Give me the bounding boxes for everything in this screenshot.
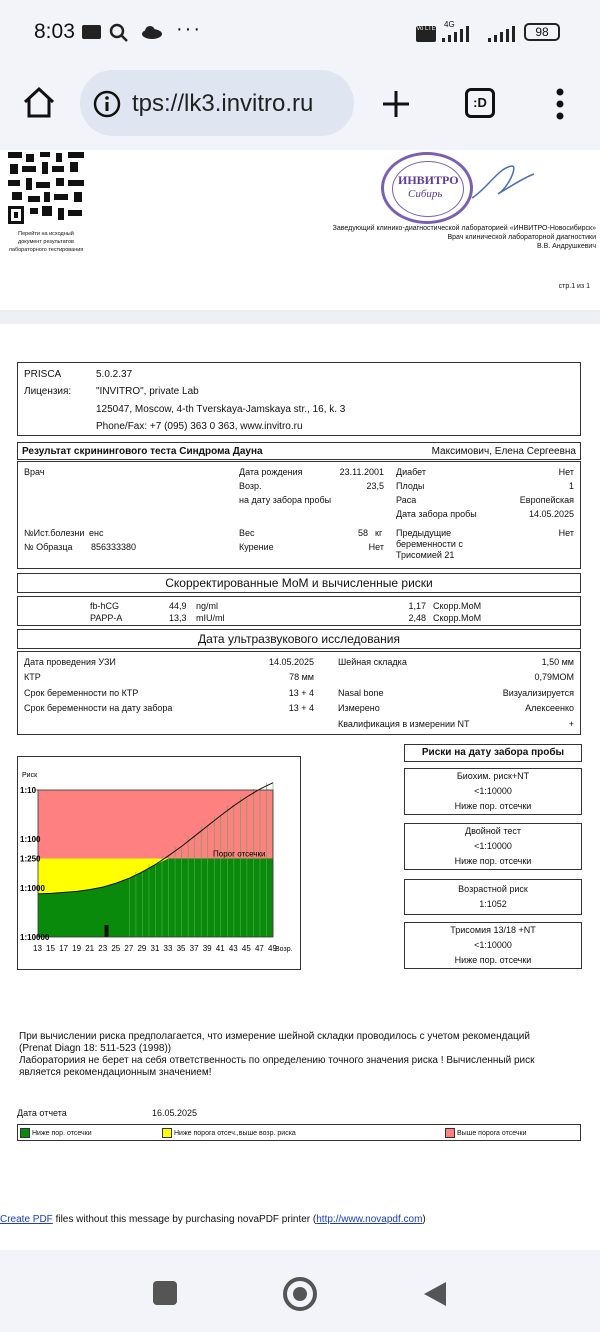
patient-marker	[105, 925, 109, 937]
us-label: Измерено	[338, 703, 380, 713]
message-icon	[82, 25, 101, 39]
x-tick-label: 21	[85, 944, 95, 953]
prisca-label: PRISCA	[24, 369, 62, 380]
note-line: является рекомендационным значением!	[19, 1067, 212, 1078]
network-type: 4G	[444, 20, 455, 29]
birth-date: 23.11.2001	[339, 467, 384, 477]
qr-caption-line: документ результатов	[18, 239, 74, 245]
x-tick-label: 45	[241, 944, 251, 953]
y-tick-label: 1:100	[20, 835, 41, 844]
legend-label: Выше порога отсечки	[457, 1130, 527, 1137]
status-bar	[0, 0, 600, 62]
us-value: +	[568, 719, 574, 729]
mom-mom: 1,17	[408, 601, 426, 611]
signal-icon-2	[486, 24, 522, 44]
mom-name: PAPP-A	[90, 613, 123, 623]
us-value: 14.05.2025	[268, 657, 314, 667]
prev-label: беременности с	[396, 539, 463, 549]
license-line: Phone/Fax: +7 (095) 363 0 363, www.invitro.ru	[96, 421, 303, 432]
age-label: Возр.	[239, 481, 262, 491]
create-pdf-link[interactable]: Create PDF	[0, 1214, 53, 1225]
us-value: Алексеенко	[525, 703, 574, 713]
footer-end: )	[422, 1214, 426, 1225]
chart-title: Риск	[22, 772, 38, 779]
risk-note: Ниже пор. отсечки	[454, 856, 532, 866]
x-tick-label: 47	[254, 944, 264, 953]
x-tick-label: 33	[163, 944, 173, 953]
legend-swatch-red	[445, 1128, 455, 1138]
doctor-label: Врач	[24, 467, 45, 477]
x-tick-label: 41	[215, 944, 225, 953]
x-tick-label: 13	[33, 944, 42, 953]
x-axis-label: Возр.	[275, 946, 293, 953]
x-tick-label: 27	[124, 944, 134, 953]
recent-apps-icon[interactable]	[153, 1281, 177, 1305]
risk-box	[404, 879, 582, 915]
sample-no-label: № Образца	[24, 542, 73, 552]
x-tick-label: 37	[189, 944, 199, 953]
document-page-1	[0, 150, 600, 310]
battery-icon: 98	[524, 23, 560, 41]
x-tick-label: 39	[202, 944, 212, 953]
pdf-footer	[0, 1214, 426, 1225]
legend-label: Ниже пор. отсечки	[32, 1130, 92, 1137]
stamp-subtext: Сибирь	[408, 188, 443, 200]
x-tick-label: 49	[268, 944, 277, 953]
report-date-label: Дата отчета	[17, 1108, 67, 1118]
prev-label: Предыдущие	[396, 528, 452, 538]
qr-caption-line: лабораторного тестирования	[8, 247, 84, 253]
mom-unit: ng/ml	[196, 601, 219, 611]
search-icon	[108, 22, 130, 44]
us-label: Срок беременности по КТР	[24, 688, 139, 698]
age-sub: на дату забора пробы	[239, 495, 332, 505]
qr-code[interactable]	[6, 150, 88, 226]
us-value: 13 + 4	[288, 688, 314, 698]
home-icon[interactable]	[22, 86, 56, 120]
note-line: Лабораториия не берет на себя ответственность по определению точного значения риска ! Вычисленный риск	[19, 1055, 535, 1066]
signer-block	[333, 224, 596, 251]
weight-unit: кг	[375, 528, 383, 538]
license-line: "INVITRO", private Lab	[96, 386, 199, 397]
us-value: 1,50 мм	[541, 657, 574, 667]
cutoff-label: Порог отсечки	[213, 849, 266, 859]
risk-box	[404, 768, 582, 815]
y-tick-label: 1:250	[20, 854, 41, 864]
notes	[19, 1031, 535, 1079]
us-label: Срок беременности на дату забора	[24, 703, 173, 713]
y-tick-label: 1:10	[20, 786, 37, 795]
risk-chart-svg	[18, 757, 302, 971]
history-tail: енс	[89, 528, 104, 538]
sample-no: 856333380	[91, 542, 137, 552]
mom-title: Скорректированные МоМ и вычисленные риски	[17, 573, 581, 593]
race-label: Раса	[396, 495, 417, 505]
signer-line: В.В. Андрушкевич	[536, 243, 596, 250]
clock: 8:03	[34, 20, 75, 43]
us-label: Nasal bone	[338, 688, 384, 698]
result-title: Результат скринингового теста Синдрома Дауна	[22, 446, 263, 457]
signer-line: Заведующий клинико-диагностической лабораторией «ИНВИТРО-Новосибирск»	[332, 225, 596, 232]
legend-label: Ниже порога отсеч.,выше возр. риска	[174, 1130, 296, 1137]
sample-date: 14.05.2025	[528, 509, 574, 519]
risk-box	[404, 823, 582, 870]
risk-value: <1:10000	[474, 841, 512, 851]
patient-name: Максимович, Елена Сергеевна	[431, 446, 576, 457]
signer-line: Врач клинической лабораторной диагностики	[447, 234, 596, 241]
x-tick-label: 17	[59, 944, 69, 953]
mom-mom-label: Скорр.МоМ	[433, 613, 482, 623]
back-icon[interactable]	[422, 1280, 448, 1308]
risk-note: Ниже пор. отсечки	[454, 801, 532, 811]
x-tick-label: 29	[137, 944, 147, 953]
qr-caption	[4, 230, 88, 254]
mom-value: 44,9	[169, 601, 187, 611]
report-date: 16.05.2025	[152, 1108, 198, 1118]
risk-note: Ниже пор. отсечки	[454, 955, 532, 965]
info-icon[interactable]	[92, 89, 122, 119]
mom-value: 13,3	[169, 613, 187, 623]
menu-icon[interactable]	[550, 86, 570, 122]
us-value: 0,79МОМ	[534, 672, 574, 682]
note-line: (Prenat Diagn 18: 511-523 (1998))	[19, 1043, 172, 1054]
x-tick-label: 25	[111, 944, 121, 953]
y-tick-label: 1:1000	[20, 884, 45, 893]
volte-badge: Vo LTE	[416, 26, 436, 42]
document-page-2	[0, 324, 600, 1250]
mom-mom-label: Скорр.МоМ	[433, 601, 482, 611]
y-tick-label: 1:10000	[20, 933, 50, 942]
browser-toolbar	[0, 62, 600, 150]
us-value: 78 мм	[289, 672, 314, 682]
us-label: КТР	[24, 672, 41, 682]
ultrasound-title: Дата ультразвукового исследования	[17, 629, 581, 649]
license-line: 125047, Moscow, 4-th Tverskaya-Jamskaya str., 16, k. 3	[96, 404, 346, 415]
race-value: Европейская	[519, 495, 574, 505]
fetus-value: 1	[568, 481, 574, 491]
us-label: Шейная складка	[338, 657, 407, 667]
cloud-icon	[140, 24, 164, 40]
more-notifications-icon: ···	[176, 18, 202, 40]
mom-unit: mIU/ml	[196, 613, 225, 623]
footer-text: files without this message by purchasing novaPDF printer (	[52, 1214, 317, 1225]
license-label: Лицензия:	[24, 386, 72, 397]
birth-label: Дата рождения	[239, 467, 303, 477]
legend-swatch-green	[20, 1128, 30, 1138]
zone-above-cutoff	[38, 790, 273, 858]
risks-title: Риски на дату забора пробы	[404, 744, 582, 762]
x-tick-label: 23	[98, 944, 108, 953]
us-value: 13 + 4	[288, 703, 314, 713]
history-label: №Ист.болезни	[24, 528, 85, 538]
us-label: Квалификация в измерении NT	[338, 719, 470, 729]
smoking-label: Курение	[239, 542, 274, 552]
risk-name: Возрастной риск	[458, 884, 528, 894]
legend	[17, 1124, 581, 1141]
result-title-bar	[17, 442, 581, 460]
risk-name: Двойной тест	[465, 826, 521, 836]
lab-stamp	[381, 152, 473, 224]
url-text[interactable]: tps://lk3.invitro.ru	[132, 90, 314, 117]
fetus-label: Плоды	[396, 481, 425, 491]
prev-value: Нет	[558, 528, 574, 538]
new-tab-icon[interactable]	[380, 88, 412, 120]
risk-chart	[17, 756, 301, 970]
sample-date-label: Дата забора пробы	[396, 509, 477, 519]
mom-table	[17, 596, 581, 626]
x-tick-label: 19	[72, 944, 82, 953]
smoking-value: Нет	[368, 542, 384, 552]
x-tick-label: 31	[150, 944, 160, 953]
nav-bar	[0, 1250, 600, 1332]
prisca-header	[17, 362, 581, 436]
us-label: Дата проведения УЗИ	[24, 657, 116, 667]
signal-icon-1	[440, 24, 480, 44]
prev-label: Трисомией 21	[396, 550, 455, 560]
note-line: При вычислении риска предполагается, что измерение шейной складки проводилось с учетом рекомендаций	[19, 1031, 530, 1042]
mom-name: fb-hCG	[90, 601, 120, 611]
home-button-icon[interactable]	[283, 1277, 317, 1311]
x-tick-label: 35	[176, 944, 186, 953]
qr-caption-line: Перейти на исходный	[18, 231, 74, 237]
risk-box	[404, 922, 582, 969]
diabetes-label: Диабет	[396, 467, 427, 477]
age-value: 23,5	[366, 481, 384, 491]
stamp-text: ИНВИТРО	[398, 173, 459, 187]
risk-value: <1:10000	[474, 940, 512, 950]
mom-mom: 2,48	[408, 613, 426, 623]
novapdf-link[interactable]: http://www.novapdf.com	[316, 1214, 423, 1225]
patient-info	[17, 461, 581, 569]
x-tick-label: 43	[228, 944, 238, 953]
diabetes-value: Нет	[558, 467, 574, 477]
prisca-version: 5.0.2.37	[96, 369, 133, 380]
x-tick-label: 15	[46, 944, 55, 953]
risk-value: <1:10000	[474, 786, 512, 796]
ultrasound-table	[17, 651, 581, 735]
weight-label: Вес	[239, 528, 255, 538]
risk-name: Трисомия 13/18 +NT	[450, 925, 536, 935]
signature	[468, 158, 538, 208]
weight-value: 58	[357, 528, 368, 538]
url-bar[interactable]	[80, 70, 354, 136]
risk-name: Биохим. риск+NT	[456, 771, 530, 781]
legend-swatch-yellow	[162, 1128, 172, 1138]
page-separator	[0, 310, 600, 324]
page-number: стр.1 из 1	[558, 283, 590, 290]
risk-value: 1:1052	[479, 899, 507, 909]
tabs-icon[interactable]: :D	[465, 88, 495, 118]
us-value: Визуализируется	[502, 688, 574, 698]
